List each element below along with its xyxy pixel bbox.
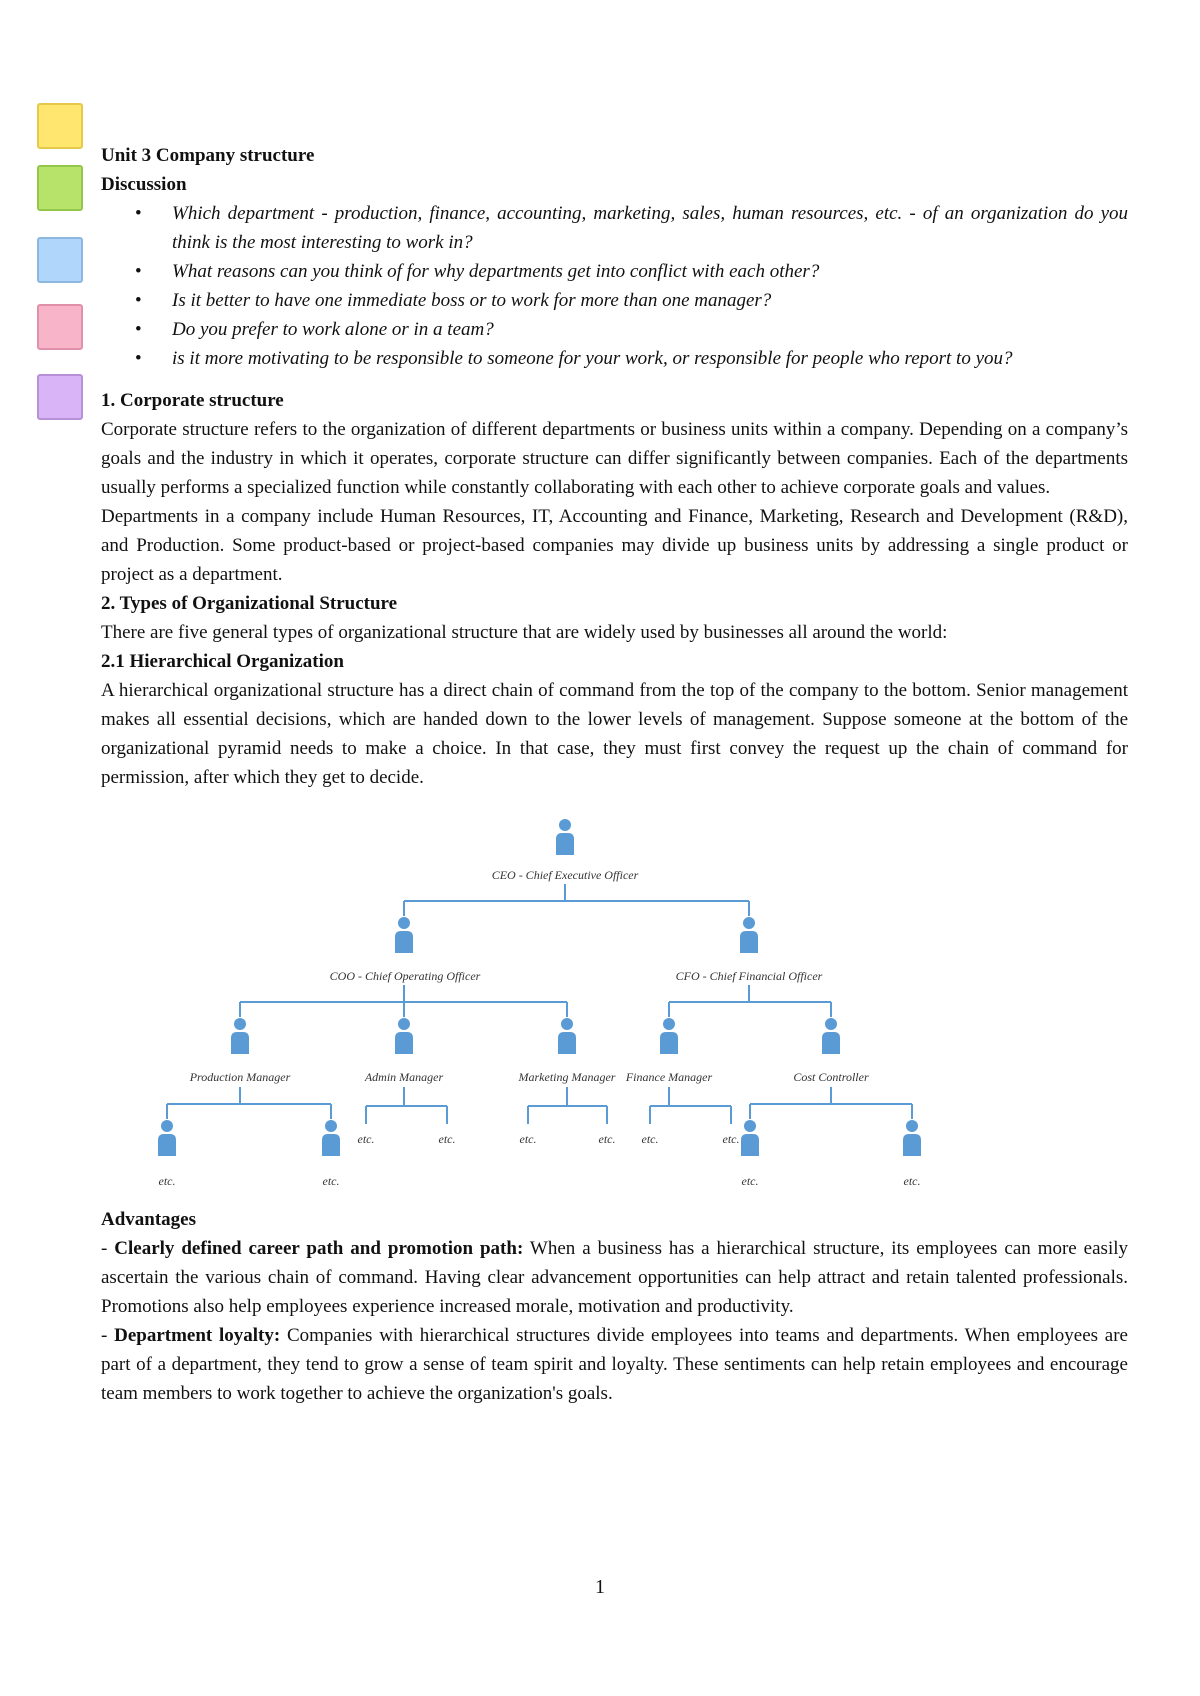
hierarchical-paragraph: A hierarchical organizational structure has a direct chain of command from the top of the company to the bottom. Senior management makes all essential decisions, which are handed down to the lower levels of management. Suppose someone at the bottom of the organizational pyramid needs to make a choice. In that case, they must first convey the request up the chain of command for permission, after which they get to decide. xyxy=(101,680,1128,788)
color-tab-pink[interactable] xyxy=(37,304,83,350)
advantages-heading: Advantages xyxy=(101,1209,197,1230)
marketing-connector xyxy=(528,1087,607,1124)
document-page xyxy=(101,141,1128,1408)
advantage-text: Companies with hierarchical structures divide employees into teams and departments. When employees are part of a department, they tend to grow a sense of team spirit and loyalty. These sentiments can help retain employees and encourage team members to work together to achieve the organization's goals. xyxy=(101,1325,1128,1404)
color-tab-purple[interactable] xyxy=(37,374,83,420)
discussion-question: • What reasons can you think of for why departments get into conflict with each other? xyxy=(101,257,1128,286)
ceo-connector xyxy=(404,884,749,916)
etc-label: etc. xyxy=(158,1174,176,1188)
staff-person-icon xyxy=(322,1120,340,1156)
production-connector xyxy=(167,1087,331,1119)
coo-connector xyxy=(240,985,567,1017)
etc-label: etc. xyxy=(357,1132,375,1146)
cost-controller-label: Cost Controller xyxy=(793,1070,869,1084)
production-manager-label: Production Manager xyxy=(189,1070,291,1084)
admin-manager-person-icon xyxy=(395,1018,413,1054)
cost-controller-person-icon xyxy=(822,1018,840,1054)
production-manager-person-icon xyxy=(231,1018,249,1054)
finance-manager-person-icon xyxy=(660,1018,678,1054)
etc-label: etc. xyxy=(722,1132,740,1146)
etc-label: etc. xyxy=(519,1132,537,1146)
etc-label: etc. xyxy=(741,1174,759,1188)
section1-paragraph-1: Corporate structure refers to the organization of different departments or business units within a company. Depending on a company’s goals and the industry in which it operates, corporate structure can differ significantly between companies. Each of the departments usually performs a specialized function while constantly collaborating with each other to achieve corporate goals and values. xyxy=(101,419,1128,498)
unit-title: Unit 3 Company structure xyxy=(101,145,315,166)
color-tab-yellow[interactable] xyxy=(37,103,83,149)
admin-manager-label: Admin Manager xyxy=(364,1070,444,1084)
advantage-dash: - xyxy=(101,1325,115,1346)
staff-person-icon xyxy=(158,1120,176,1156)
cfo-person-icon xyxy=(740,917,758,953)
ceo-person-icon xyxy=(556,819,574,855)
color-tab-green[interactable] xyxy=(37,165,83,211)
page-number: 1 xyxy=(595,1576,605,1598)
discussion-list xyxy=(101,199,1128,373)
etc-label: etc. xyxy=(598,1132,616,1146)
advantage-item xyxy=(101,1321,1128,1408)
discussion-heading: Discussion xyxy=(101,174,187,195)
cfo-connector xyxy=(669,985,831,1017)
color-tab-blue[interactable] xyxy=(37,237,83,283)
finance-manager-label: Finance Manager xyxy=(625,1070,713,1084)
ceo-label: CEO - Chief Executive Officer xyxy=(491,868,639,882)
staff-person-icon xyxy=(741,1120,759,1156)
section2-heading: 2. Types of Organizational Structure xyxy=(101,593,398,614)
cfo-label: CFO - Chief Financial Officer xyxy=(675,969,823,983)
advantage-term: Department loyalty: xyxy=(114,1325,281,1346)
section1-heading: 1. Corporate structure xyxy=(101,390,284,411)
subsection-heading: 2.1 Hierarchical Organization xyxy=(101,651,344,672)
advantage-item xyxy=(101,1234,1128,1321)
advantage-dash: - xyxy=(101,1238,115,1259)
discussion-question: • is it more motivating to be responsible to someone for your work, or responsible for people who report to you? xyxy=(101,344,1128,373)
discussion-question: • Is it better to have one immediate boss or to work for more than one manager? xyxy=(101,286,1128,315)
section1-paragraph-2: Departments in a company include Human Resources, IT, Accounting and Finance, Marketing, Research and Development (R&D), and Production. Some product-based or project-based companies may divide up business units by addressing a single product or project as a department. xyxy=(101,506,1128,585)
section2-intro: There are five general types of organizational structure that are widely used by businesses all around the world: xyxy=(101,622,948,643)
advantage-term: Clearly defined career path and promotion path: xyxy=(114,1238,524,1259)
org-chart xyxy=(128,817,948,1197)
advantage-text: When a business has a hierarchical structure, its employees can more easily ascertain the various chain of command. Having clear advancement opportunities can help attract and retain talented professionals. Promotions also help employees experience increased morale, motivation and productivity. xyxy=(101,1238,1129,1317)
coo-person-icon xyxy=(395,917,413,953)
etc-label: etc. xyxy=(438,1132,456,1146)
etc-label: etc. xyxy=(903,1174,921,1188)
marketing-manager-label: Marketing Manager xyxy=(518,1070,616,1084)
etc-label: etc. xyxy=(322,1174,340,1188)
discussion-question: • Do you prefer to work alone or in a team? xyxy=(101,315,1128,344)
etc-label: etc. xyxy=(641,1132,659,1146)
staff-person-icon xyxy=(903,1120,921,1156)
cost-controller-connector xyxy=(750,1087,912,1119)
marketing-manager-person-icon xyxy=(558,1018,576,1054)
coo-label: COO - Chief Operating Officer xyxy=(329,969,481,983)
admin-connector xyxy=(366,1087,447,1124)
finance-connector xyxy=(650,1087,731,1124)
discussion-question: • Which department - production, finance, accounting, marketing, sales, human resources, etc. - of an organization do you think is the most interesting to work in? xyxy=(101,199,1128,257)
